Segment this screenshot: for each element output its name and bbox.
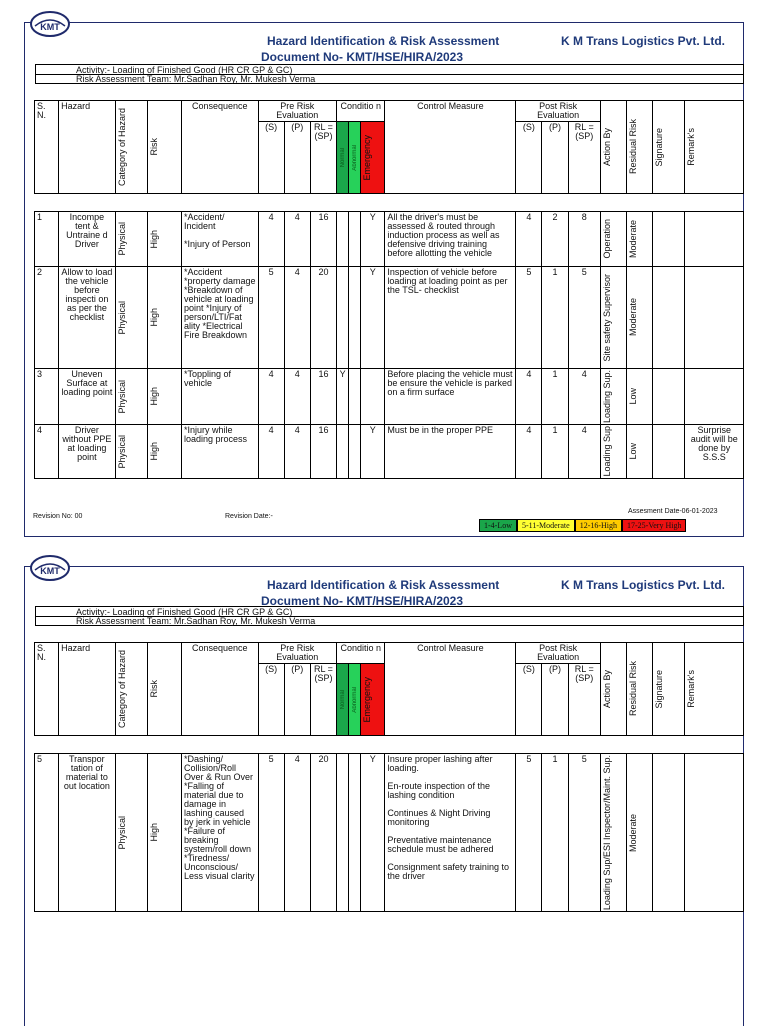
- col-consequence: Consequence: [182, 101, 259, 194]
- revision-no: Revision No: 00: [33, 513, 83, 520]
- col-residual: Residual Risk: [627, 643, 653, 736]
- cell-category: Physical: [115, 212, 147, 267]
- col-signature: Signature: [653, 643, 685, 736]
- col-p: (P): [284, 664, 310, 736]
- cell-post-p: 2: [542, 212, 568, 267]
- kmt-logo-icon: [29, 554, 71, 582]
- cell-post-rl: 4: [568, 425, 600, 479]
- cell-sn: 2: [35, 267, 59, 369]
- company-name: K M Trans Logistics Pvt. Ltd.: [560, 34, 725, 48]
- col-emergency: Emergency: [361, 664, 385, 736]
- col-abnormal: Abnormal: [349, 122, 361, 194]
- col-post-risk: Post Risk Evaluation: [516, 101, 601, 122]
- cell-sn: 1: [35, 212, 59, 267]
- info-box: [35, 64, 744, 84]
- cell-hazard: Allow to load the vehicle before inspecti on as per the checklist: [59, 267, 115, 369]
- cell-control: Before placing the vehicle must be ensure the vehicle is parked on a firm surface: [385, 369, 516, 425]
- cell-residual: Low: [627, 425, 653, 479]
- cell-abnormal: [349, 754, 361, 912]
- cell-hazard: Transpor tation of material to out location: [59, 754, 115, 912]
- doc-title: Hazard Identification & Risk Assessment: [267, 34, 500, 48]
- cell-abnormal: [349, 425, 361, 479]
- hira-table-2: [34, 642, 744, 912]
- team-text: Risk Assessment Team: Mr.Sadhan Roy, Mr. Mukesh Verma: [76, 616, 316, 626]
- cell-signature: [653, 369, 685, 425]
- cell-signature: [653, 425, 685, 479]
- col-condition: Conditio n: [337, 643, 385, 664]
- table-row: [35, 212, 744, 267]
- cell-emergency: Y: [361, 212, 385, 267]
- cell-normal: [337, 754, 349, 912]
- cell-s: 5: [258, 267, 284, 369]
- cell-risk: High: [147, 369, 181, 425]
- revision-date: Revision Date:-: [225, 513, 273, 520]
- table-row: [35, 369, 744, 425]
- logo-text: KMT: [40, 22, 60, 32]
- cell-p: 4: [284, 425, 310, 479]
- table-row: [35, 425, 744, 479]
- team-text: Risk Assessment Team: Mr.Sadhan Roy, Mr. Mukesh Verma: [76, 74, 316, 84]
- cell-consequence: *Dashing/ Collision/Roll Over & Run Over *Falling of material due to damage in lashing caused by jerk in vehicle *Failure of breaking system/roll down *Tiredness/ Unconscious/ Less visual clarity: [182, 754, 259, 912]
- col-emergency: Emergency: [361, 122, 385, 194]
- col-condition: Conditio n: [337, 101, 385, 122]
- doc-title: Hazard Identification & Risk Assessment: [267, 578, 500, 592]
- col-post-p: (P): [542, 664, 568, 736]
- cell-post-rl: 5: [568, 267, 600, 369]
- col-post-rl: RL = (SP): [568, 122, 600, 194]
- cell-risk: High: [147, 212, 181, 267]
- cell-p: 4: [284, 212, 310, 267]
- cell-post-rl: 5: [568, 754, 600, 912]
- cell-post-s: 4: [516, 425, 542, 479]
- doc-number: Document No- KMT/HSE/HIRA/2023: [261, 50, 464, 64]
- hira-table-1: [34, 100, 744, 479]
- cell-consequence: *Accident/ Incident *Injury of Person: [182, 212, 259, 267]
- cell-sn: 5: [35, 754, 59, 912]
- cell-action-by: Loading Sup: [600, 425, 626, 479]
- col-pre-risk: Pre Risk Evaluation: [258, 101, 337, 122]
- col-action-by: Action By: [600, 643, 626, 736]
- cell-action-by: Operation: [600, 212, 626, 267]
- logo-text: KMT: [40, 566, 60, 576]
- col-remarks: Remark's: [685, 101, 744, 194]
- col-remarks: Remark's: [685, 643, 744, 736]
- cell-post-p: 1: [542, 369, 568, 425]
- col-signature: Signature: [653, 101, 685, 194]
- activity-text: Activity:- Loading of Finished Good (HR CR GP & GC): [76, 65, 293, 75]
- col-hazard: Hazard: [59, 643, 115, 736]
- kmt-logo-icon: [29, 10, 71, 38]
- col-post-risk: Post Risk Evaluation: [516, 643, 601, 664]
- cell-category: Physical: [115, 754, 147, 912]
- cell-post-s: 5: [516, 267, 542, 369]
- cell-remark: [685, 267, 744, 369]
- col-post-s: (S): [516, 122, 542, 194]
- cell-normal: [337, 267, 349, 369]
- cell-sn: 3: [35, 369, 59, 425]
- cell-s: 5: [258, 754, 284, 912]
- cell-remark: [685, 212, 744, 267]
- col-category: Category of Hazard: [115, 101, 147, 194]
- page-2: [24, 566, 744, 1026]
- col-normal: Normal: [337, 664, 349, 736]
- cell-category: Physical: [115, 369, 147, 425]
- col-post-p: (P): [542, 122, 568, 194]
- cell-emergency: Y: [361, 425, 385, 479]
- col-normal: Normal: [337, 122, 349, 194]
- cell-control: Insure proper lashing after loading. En-route inspection of the lashing condition Continues & Night Driving monitoring Preventative maintenance schedule must be adhered Consignment safety training to the driver: [385, 754, 516, 912]
- cell-signature: [653, 267, 685, 369]
- cell-risk: High: [147, 754, 181, 912]
- cell-p: 4: [284, 754, 310, 912]
- col-control: Control Measure: [385, 643, 516, 736]
- header-row: [35, 101, 744, 122]
- legend-item: 17-25-Very High: [622, 519, 686, 532]
- cell-consequence: *Toppling of vehicle: [182, 369, 259, 425]
- col-residual: Residual Risk: [627, 101, 653, 194]
- cell-p: 4: [284, 267, 310, 369]
- cell-remark: [685, 754, 744, 912]
- cell-remark: [685, 369, 744, 425]
- company-name: K M Trans Logistics Pvt. Ltd.: [560, 578, 725, 592]
- cell-normal: [337, 212, 349, 267]
- cell-post-p: 1: [542, 267, 568, 369]
- cell-category: Physical: [115, 267, 147, 369]
- cell-control: Inspection of vehicle before loading at loading point as per the TSL- checklist: [385, 267, 516, 369]
- col-rl: RL = (SP): [310, 664, 336, 736]
- cell-emergency: [361, 369, 385, 425]
- col-p: (P): [284, 122, 310, 194]
- cell-residual: Moderate: [627, 267, 653, 369]
- col-category: Category of Hazard: [115, 643, 147, 736]
- cell-residual: Moderate: [627, 212, 653, 267]
- cell-rl: 16: [310, 369, 336, 425]
- legend-item: 1-4-Low: [479, 519, 517, 532]
- cell-rl: 16: [310, 425, 336, 479]
- cell-sn: 4: [35, 425, 59, 479]
- cell-abnormal: [349, 212, 361, 267]
- legend-item: 5-11-Moderate: [517, 519, 575, 532]
- col-risk: Risk: [147, 101, 181, 194]
- col-pre-risk: Pre Risk Evaluation: [258, 643, 337, 664]
- cell-signature: [653, 754, 685, 912]
- info-box: [35, 606, 744, 626]
- cell-action-by: Loading Sup/ESI Inspector/Maint. Sup.: [600, 754, 626, 912]
- cell-s: 4: [258, 425, 284, 479]
- activity-text: Activity:- Loading of Finished Good (HR CR GP & GC): [76, 607, 293, 617]
- col-sn: S. N.: [35, 643, 59, 736]
- cell-residual: Low: [627, 369, 653, 425]
- cell-signature: [653, 212, 685, 267]
- cell-emergency: Y: [361, 754, 385, 912]
- cell-rl: 20: [310, 754, 336, 912]
- cell-residual: Moderate: [627, 754, 653, 912]
- col-control: Control Measure: [385, 101, 516, 194]
- table-row: [35, 754, 744, 912]
- cell-rl: 16: [310, 212, 336, 267]
- cell-post-s: 4: [516, 369, 542, 425]
- col-s: (S): [258, 664, 284, 736]
- col-consequence: Consequence: [182, 643, 259, 736]
- cell-post-rl: 4: [568, 369, 600, 425]
- cell-rl: 20: [310, 267, 336, 369]
- cell-action-by: Site safety Supervisor: [600, 267, 626, 369]
- cell-remark: Surprise audit will be done by S.S.S: [685, 425, 744, 479]
- cell-hazard: Uneven Surface at loading point: [59, 369, 115, 425]
- legend-item: 12-16-High: [575, 519, 622, 532]
- doc-number: Document No- KMT/HSE/HIRA/2023: [261, 594, 464, 608]
- cell-action-by: Loading Sup.: [600, 369, 626, 425]
- header-row: [35, 643, 744, 664]
- cell-s: 4: [258, 212, 284, 267]
- col-post-rl: RL = (SP): [568, 664, 600, 736]
- col-post-s: (S): [516, 664, 542, 736]
- col-sn: S. N.: [35, 101, 59, 194]
- col-s: (S): [258, 122, 284, 194]
- cell-hazard: Incompe tent & Untraine d Driver: [59, 212, 115, 267]
- cell-consequence: *Injury while loading process: [182, 425, 259, 479]
- assessment-date: Assesment Date-06-01-2023: [628, 508, 718, 515]
- cell-hazard: Driver without PPE at loading point: [59, 425, 115, 479]
- cell-risk: High: [147, 267, 181, 369]
- cell-post-rl: 8: [568, 212, 600, 267]
- cell-consequence: *Accident *property damage *Breakdown of vehicle at loading point *Injury of person/LTI/Fat ality *Electrical Fire Breakdown: [182, 267, 259, 369]
- col-hazard: Hazard: [59, 101, 115, 194]
- cell-post-p: 1: [542, 754, 568, 912]
- col-risk: Risk: [147, 643, 181, 736]
- col-action-by: Action By: [600, 101, 626, 194]
- cell-post-s: 5: [516, 754, 542, 912]
- col-abnormal: Abnormal: [349, 664, 361, 736]
- cell-control: Must be in the proper PPE: [385, 425, 516, 479]
- col-rl: RL = (SP): [310, 122, 336, 194]
- cell-post-s: 4: [516, 212, 542, 267]
- cell-category: Physical: [115, 425, 147, 479]
- page-1: [24, 22, 744, 537]
- cell-risk: High: [147, 425, 181, 479]
- table-row: [35, 267, 744, 369]
- cell-control: All the driver's must be assessed & routed through induction process as well as defensive driving training before allotting the vehicle: [385, 212, 516, 267]
- cell-s: 4: [258, 369, 284, 425]
- risk-legend: [479, 519, 686, 532]
- cell-post-p: 1: [542, 425, 568, 479]
- cell-emergency: Y: [361, 267, 385, 369]
- cell-abnormal: [349, 267, 361, 369]
- cell-normal: Y: [337, 369, 349, 425]
- cell-p: 4: [284, 369, 310, 425]
- cell-normal: [337, 425, 349, 479]
- cell-abnormal: [349, 369, 361, 425]
